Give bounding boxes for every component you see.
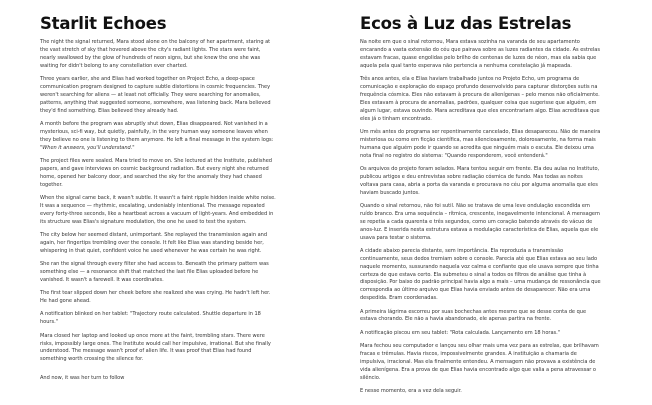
- paragraph: [40, 121, 276, 153]
- story-title: Ecos à Luz das Estrelas: [360, 14, 572, 33]
- paragraph: Três anos antes, ela e Elias haviam trabalhado juntos no Projeto Echo, um programa de comunicação e exploração do espaço profundo desenvolvido para capturar distorções sutis na frequência cósmica. Eles não estavam à procura de alienígenas – pelo menos não oficialmente. Eles estavam à procura de anomalias, padrões, qualquer coisa que sugerisse que alguém, em algum lugar, estava ouvindo. Mara acreditava que eles encontrariam algo. Elias acreditava que eles já o tinham encontrado.: [360, 76, 600, 122]
- final-message-quote: "When it answers, you'll understand.": [40, 144, 135, 151]
- paragraph: And now, it was her turn to follow: [40, 375, 125, 382]
- paragraph: A cidade abaixo parecia distante, sem importância. Ela reproduzia a transmissão continuamente, seus dedos tremiam sobre o console. Parecia até que Elias estava ao seu lado naquele momento, sussurando naquela voz calma e confiante que ele usava sempre que tinha certeza de que estava certo. Ela submeteu o sinal a todos os filtros de análise que tinha à disposição. Por baixo do padrão principal havia algo a mais – uma mudança de ressonância que correspondia ao último arquivo que Elias havia enviado antes de desaparecer. Não era uma despedida. Eram coordenadas.: [360, 247, 601, 302]
- paragraph: Os arquivos do projeto foram selados. Mara tentou seguir em frente. Ela deu aulas no Instituto, publicou artigos e deu entrevistas sobre radiação cósmica de fundo. Mas todas as noites voltava para casa, abria a porta da varanda e procurava no céu por alguma anomalia que eles haviam buscado juntos.: [360, 165, 600, 196]
- paragraph: Mara fechou seu computador e lançou seu olhar mais uma vez para as estrelas, que brilhavam fracas e trêmulas. Havia riscos, impossivelmente grandes. A instituição a chamaria de impulsiva, irracional. Mas ela finalmente entendeu. A mensagem não provava a existência de vida alienígena. Era a prova de que Elias havia encontrado algo que valia a pena atravessar o silêncio.: [360, 343, 599, 381]
- paragraph: She ran the signal through every filter she had access to. Beneath the primary pattern was something else — a resonance shift that matched the last file Elias uploaded before he vanished. It wasn't a farewell. It was coordinates.: [40, 261, 269, 283]
- paragraph: Mara closed her laptop and looked up once more at the faint, trembling stars. There were risks, impossibly large ones. The Institute would call her impulsive, irrational. But she finally understood. The message wasn't proof of alien life. It was proof that Elias had found something worth crossing the silence for.: [40, 332, 271, 363]
- paragraph: When the signal came back, it wasn't subtle. It wasn't a faint ripple hidden inside white noise. It was a sequence — rhythmic, escalating, undeniably intentional. The message repeated every forty-three seconds, like a heartbeat across a vacuum of light-years. And embedded in its structure was Elias's signature modulation, the one he used to test the system.: [40, 194, 276, 225]
- paragraph-text: A month before the program was abruptly shut down, Elias disappeared. Not vanished in a mysterious, sci-fi way, but quietly, painfully, in the very human way someone leaves when they believe no one is listening to them anymore. He left a final message in the system logs:: [40, 120, 274, 143]
- paragraph: Three years earlier, she and Elias had worked together on Project Echo, a deep-space communication program designed to capture subtle distortions in cosmic frequencies. They weren't searching for aliens — at least not officially. They were searching for anomalies, patterns, anything that suggested someone, somewhere, was listening back. Mara believed they'd find something. Elias believed they already had.: [40, 76, 271, 114]
- paragraph: The first tear slipped down her cheek before she realized she was crying. He hadn't left her. He had gone ahead.: [40, 290, 271, 305]
- paragraph: A primeira lágrima escorreu por suas bochechas antes mesmo que se desse conta de que estava chorando. Ele não a havia abandonado, ele apenas partira na frente.: [360, 308, 587, 323]
- paragraph: Na noite em que o sinal retornou, Mara estava sozinha na varanda de seu apartamento encarando a vasta extensão do céu que pairava sobre as luzes radiantes da cidade. As estrelas estavam fracas, quase engolidas pelo brilho de centenas de luzes de néon, mas ela sabia que aquela pela qual tanto esperava não pertencia a nenhuma constelação já mapeada.: [360, 39, 600, 69]
- paragraph: E nesse momento, era a vez dela seguir.: [360, 387, 462, 394]
- story-title: Starlit Echoes: [40, 14, 167, 33]
- paragraph: A notification blinked on her tablet: "Trajectory route calculated. Shuttle departure in 18 hours.": [40, 311, 261, 326]
- english-story: [40, 14, 276, 389]
- portuguese-story: [360, 14, 602, 401]
- paragraph: Quando o sinal retornou, não foi sutil. Não se tratava de uma leve ondulação escondida em ruído branco. Era uma sequência – rítmica, crescente, inegavelmente intencional. A mensagem se repetia a cada quarenta e três segundos, como um coração batendo através do vácuo de anos-luz. E inserida nesta estrutura estava a modulação característica de Elias, aquela que ele usava para testar o sistema.: [360, 202, 600, 241]
- paragraph: A notificação piscou em seu tablet: "Rota calculada. Lançamento em 18 horas.": [360, 329, 561, 336]
- paragraph: The city below her seemed distant, unimportant. She replayed the transmission again and again, her fingertips trembling over the console. It felt like Elias was standing beside her, whispering in that quiet, confident voice he used whenever he was certain he was right.: [40, 231, 268, 254]
- paragraph: The project files were sealed. Mara tried to move on. She lectured at the Institute, published papers, and gave interviews on cosmic background radiation. But every night she returned home, opened her balcony door, and searched the sky for the anomaly they had chased together.: [40, 157, 272, 188]
- paragraph: The night the signal returned, Mara stood alone on the balcony of her apartment, staring at the vast stretch of sky that hovered above the city's radiant lights. The stars were faint, nearly swallowed by the glow of hundreds of neon signs, but she knew the one she was waiting for didn't belong to any constellation ever charted.: [40, 39, 271, 69]
- paragraph: Um mês antes do programa ser repentinamente cancelado, Elias desapareceu. Não de maneira misteriosa ou como em ficção científica, mas silenciosamente, dolorosamente, na forma mais humana que alguém pode ir quando se acredita que ninguém mais o escuta. Ele deixou uma nota final no registro do sistema: "Quando responderem, você entenderá.": [360, 128, 601, 159]
